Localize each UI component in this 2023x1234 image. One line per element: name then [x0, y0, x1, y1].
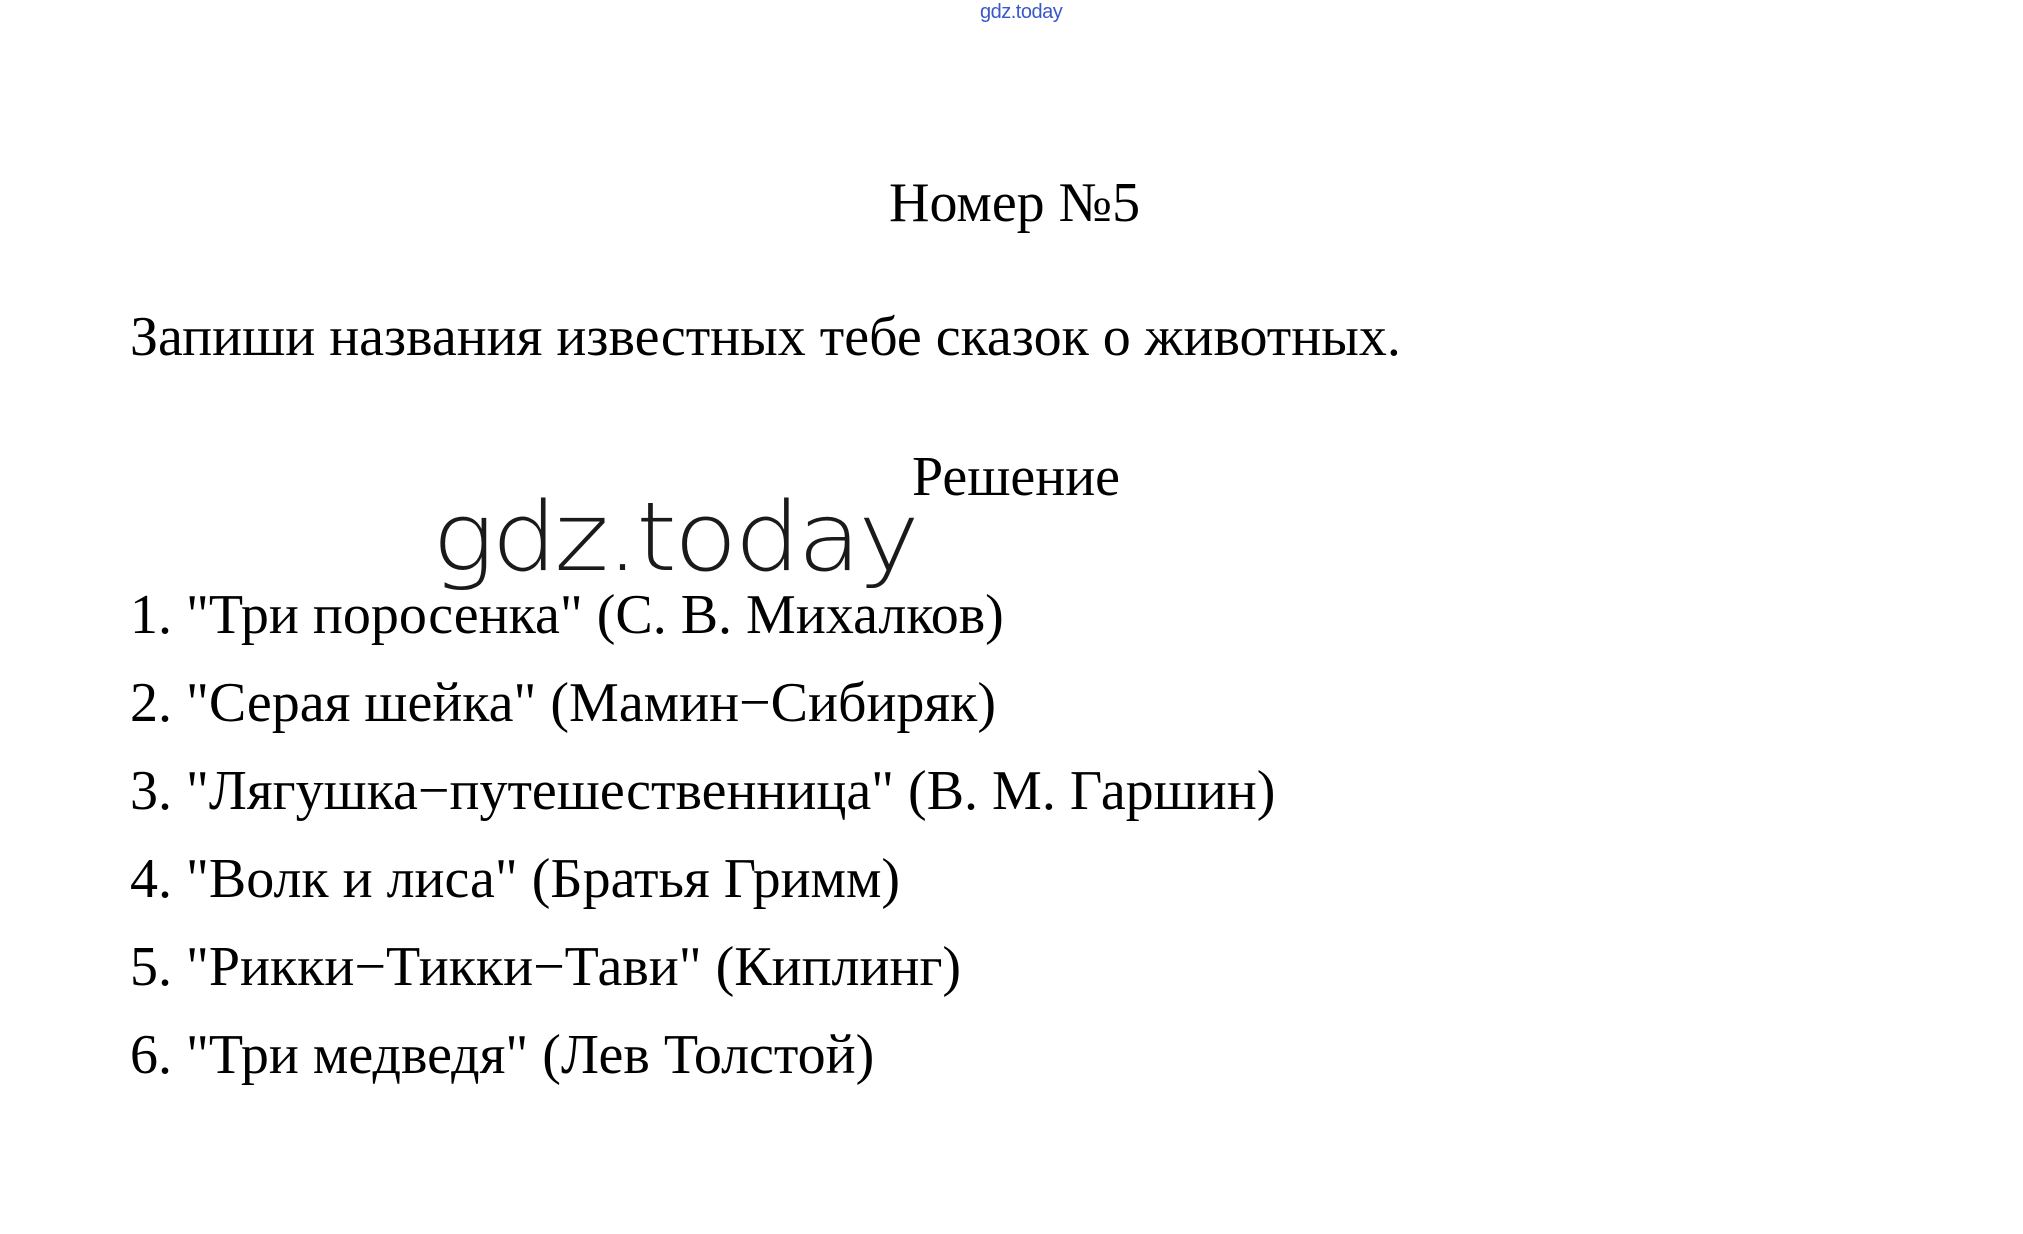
- answer-item: 1. "Три поросенка" (С. В. Михалков): [130, 584, 1004, 646]
- answer-list: [130, 580, 1275, 1108]
- watermark-logo: gdz.today: [432, 480, 917, 593]
- task-text: Запиши названия известных тебе сказок о животных.: [130, 306, 1401, 368]
- answer-item: 4. "Волк и лиса" (Братья Гримм): [130, 848, 901, 910]
- answer-item: 6. "Три медведя" (Лев Толстой): [130, 1024, 875, 1086]
- solution-heading: Решение: [912, 446, 1121, 508]
- answer-item: 3. "Лягушка−путешественница" (В. М. Гаршин): [130, 760, 1276, 822]
- exercise-title: Номер №5: [889, 172, 1141, 234]
- answer-item: 2. "Серая шейка" (Мамин−Сибиряк): [130, 672, 997, 734]
- site-link[interactable]: gdz.today: [980, 1, 1063, 23]
- answer-item: 5. "Рикки−Тикки−Тави" (Киплинг): [130, 936, 962, 998]
